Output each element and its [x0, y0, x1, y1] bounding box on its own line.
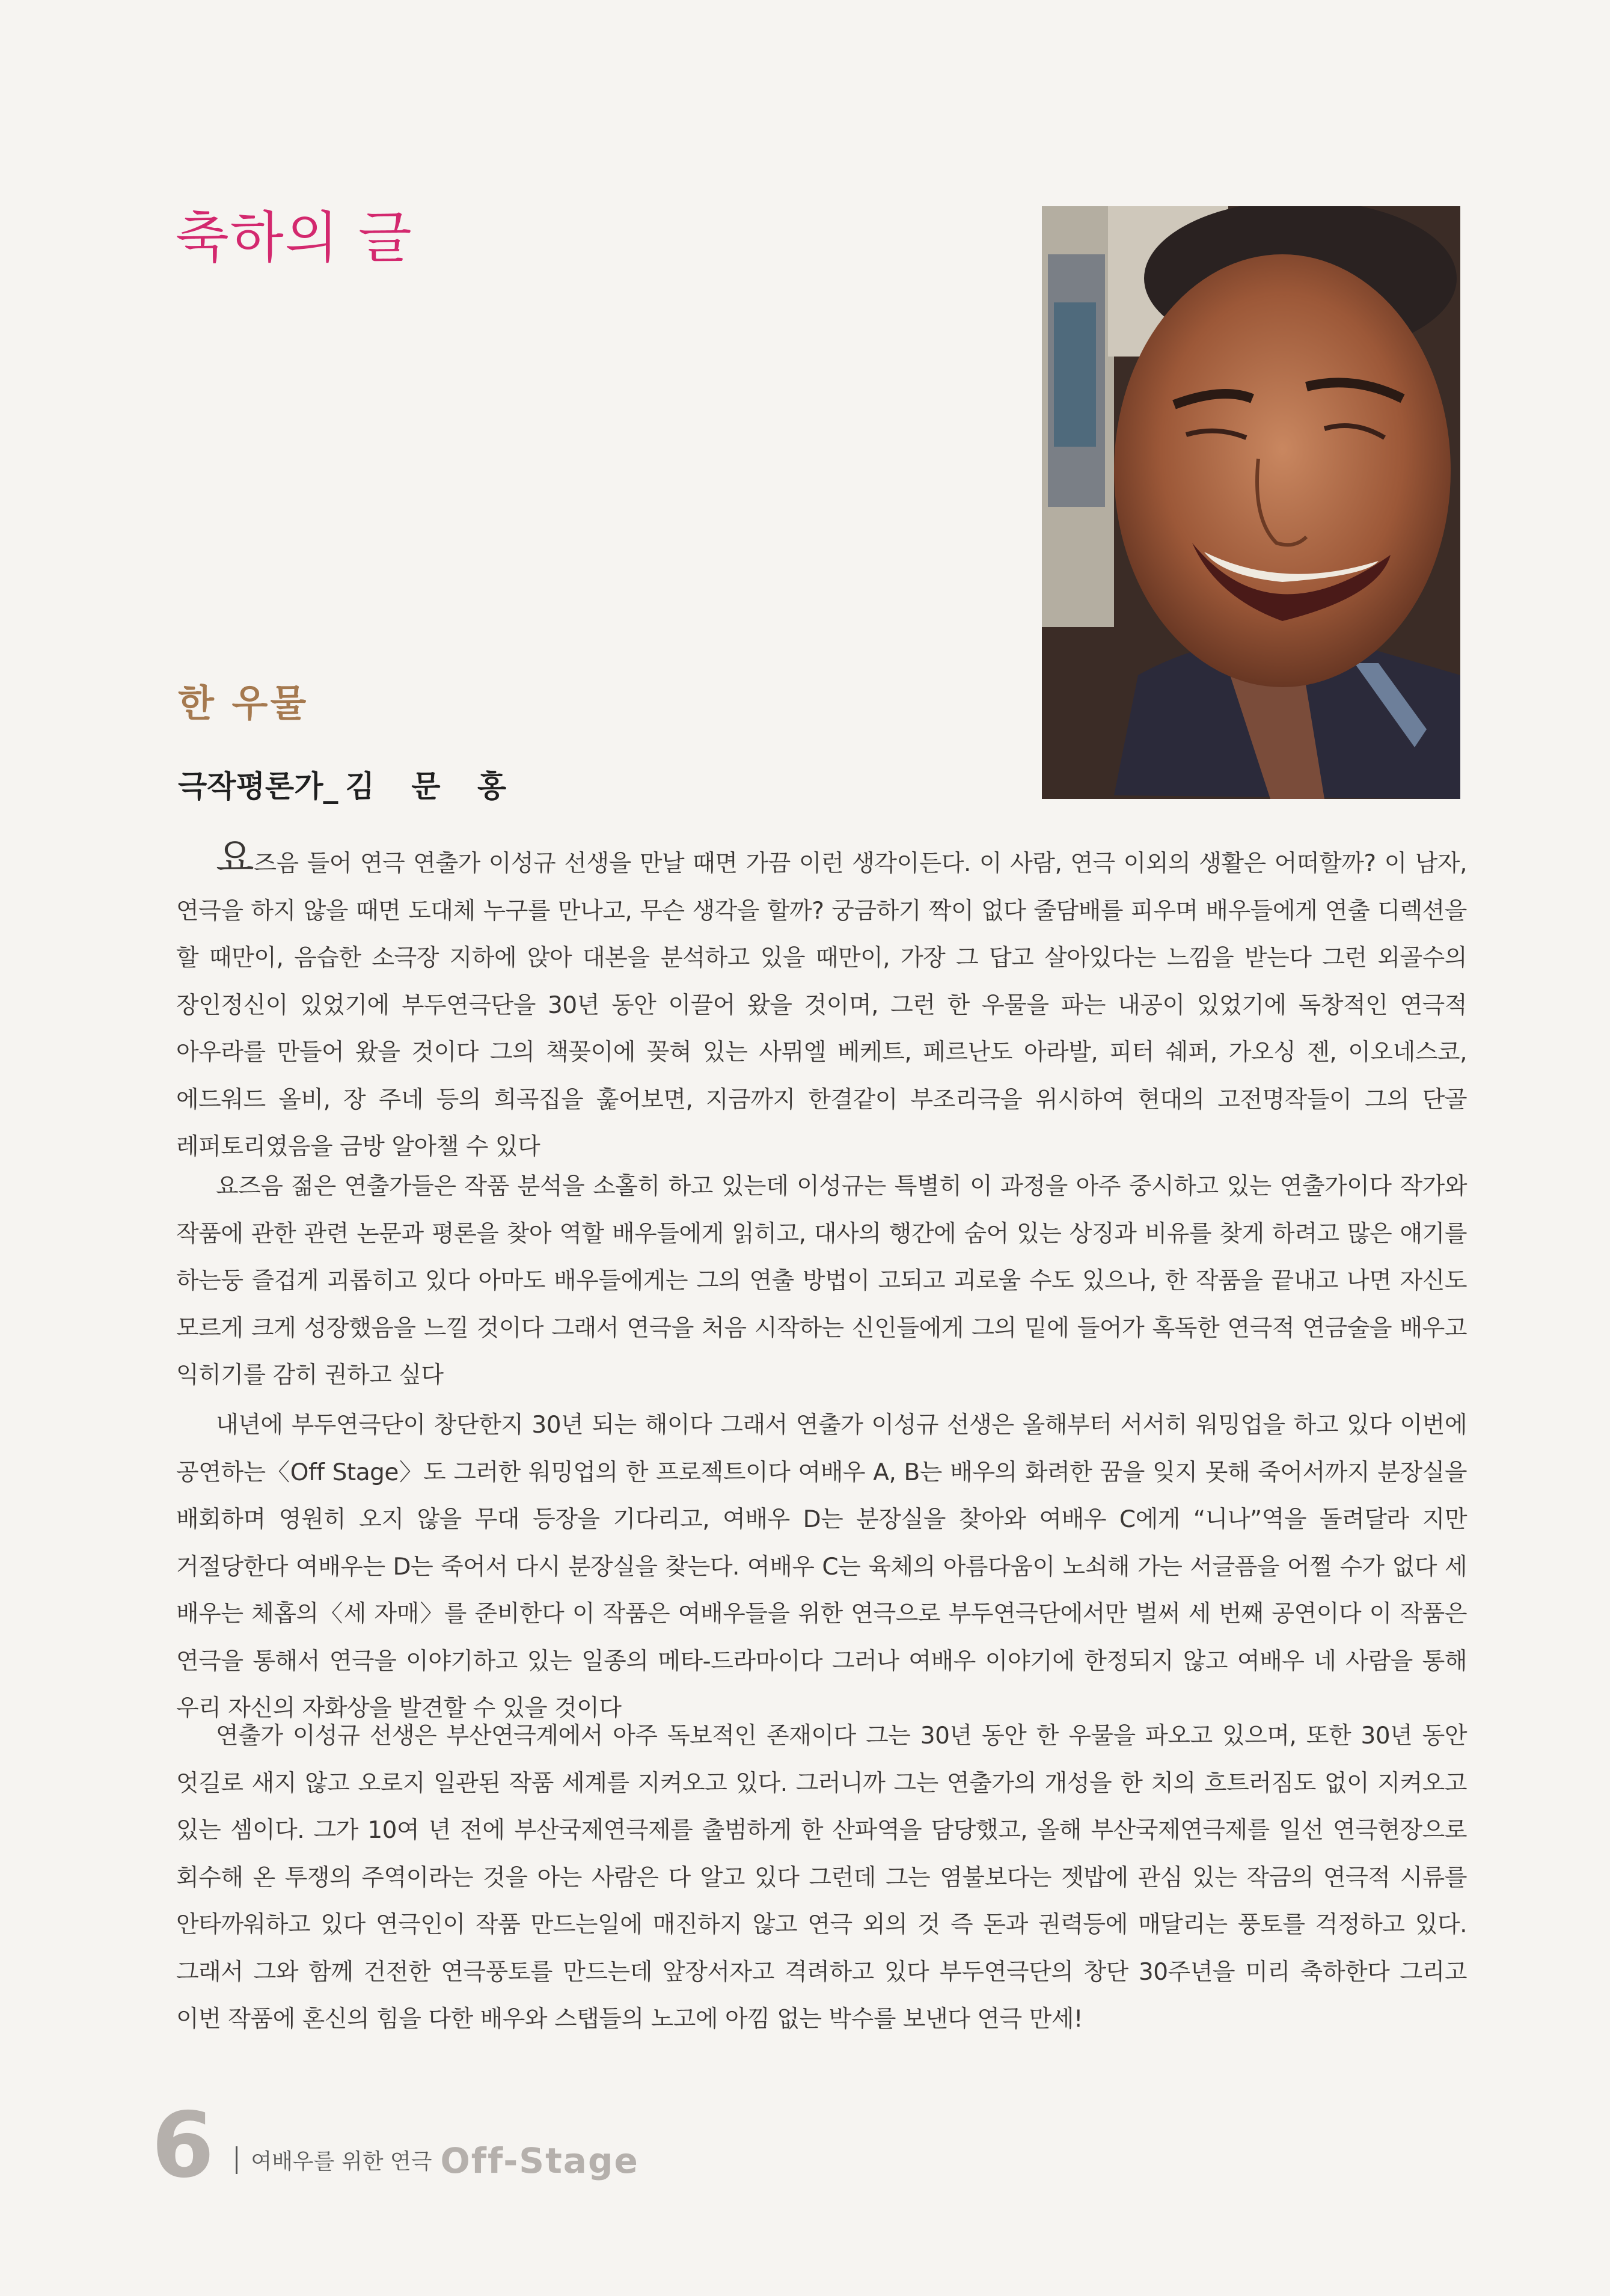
drop-cap: 요 — [216, 834, 254, 881]
footer-subtitle: 여배우를 위한 연극 — [251, 2149, 432, 2174]
page-number: 6 — [152, 2093, 215, 2198]
paragraph-2: 요즈음 젊은 연출가들은 작품 분석을 소홀히 하고 있는데 이성규는 특별히 이 과정을 아주 중시하고 있는 연출가이다 작가와 작품에 관한 관련 논문과 평론을 찾아 역할 배우들에게 읽히고, 대사의 행간에 숨어 있는 상징과 비유를 찾게 하려고 많은 얘기를 하는둥 즐겁게 괴롭히고 있다 아마도 배우들에게는 그의 연출 방법이 고되고 괴로울 수도 있으나, 한 작품을 끝내고 나면 자신도 모르게 크게 성장했음을 느낄 것이다 그래서 연극을 처음 시작하는 신인들에게 그의 밑에 들어가 혹독한 연극적 연금술을 배우고 익히기를 감히 권하고 싶다 — [176, 1173, 1467, 1389]
paragraph-4: 연출가 이성규 선생은 부산연극계에서 아주 독보적인 존재이다 그는 30년 동안 한 우물을 파오고 있으며, 또한 30년 동안 엇길로 새지 않고 오로지 일관된 작품 세계를 지켜오고 있다. 그러니까 그는 연출가의 개성을 한 치의 흐트러짐도 없이 지켜오고 있는 셈이다. 그가 10여 년 전에 부산국제연극제를 출범하게 한 산파역을 담당했고, 올해 부산국제연극제를 일선 연극현장으로 회수해 온 투쟁의 주역이라는 것을 아는 사람은 다 알고 있다 그런데 그는 염불보다는 젯밥에 관심 있는 작금의 연극적 시류를 안타까워하고 있다 연극인이 작품 만드는일에 매진하지 않고 연극 외의 것 즉 돈과 권력등에 매달리는 풍토를 걱정하고 있다. 그래서 그와 함께 건전한 연극풍토를 만드는데 앞장서자고 격려하고 있다 부두연극단의 창단 30주년을 미리 축하한다 그리고 이번 작품에 혼신의 힘을 다한 배우와 스탭들의 노고에 아낌 없는 박수를 보낸다 연극 만세! — [176, 1722, 1467, 2033]
footer-title: Off-Stage — [440, 2140, 639, 2181]
author-byline — [178, 762, 519, 806]
page-footer — [152, 2093, 639, 2198]
author-name: 김 문 홍 — [345, 769, 520, 804]
article-subtitle: 한 우물 — [178, 681, 309, 725]
author-role: 극작평론가_ — [178, 769, 338, 804]
page-title: 축하의 글 — [176, 206, 413, 270]
author-portrait-photo — [1042, 206, 1460, 799]
paragraph-3: 내년에 부두연극단이 창단한지 30년 되는 해이다 그래서 연출가 이성규 선생은 올해부터 서서히 워밍업을 하고 있다 이번에 공연하는〈Off Stage〉도 그러한 워밍업의 한 프로젝트이다 여배우 A, B는 배우의 화려한 꿈을 잊지 못해 죽어서까지 분장실을 배회하며 영원히 오지 않을 무대 등장을 기다리고, 여배우 D는 분장실을 찾아와 여배우 C에게 “니나”역을 돌려달라 지만 거절당한다 여배우는 D는 죽어서 다시 분장실을 찾는다. 여배우 C는 육체의 아름다움이 노쇠해 가는 서글픔을 어쩔 수가 없다 세 배우는 체홉의〈세 자매〉를 준비한다 이 작품은 여배우들을 위한 연극으로 부두연극단에서만 벌써 세 번째 공연이다 이 작품은 연극을 통해서 연극을 이야기하고 있는 일종의 메타-드라마이다 그러나 여배우 이야기에 한정되지 않고 여배우 네 사람을 통해 우리 자신의 자화상을 발견할 수 있을 것이다 — [176, 1412, 1468, 1722]
footer-divider — [236, 2146, 237, 2174]
paragraph-1: 요즈음 들어 연극 연출가 이성규 선생을 만날 때면 가끔 이런 생각이든다. 이 사람, 연극 이외의 생활은 어떠할까? 이 남자, 연극을 하지 않을 때면 도대체 누구를 만나고, 무슨 생각을 할까? 궁금하기 짝이 없다 줄담배를 피우며 배우들에게 연출 디렉션을 할 때만이, 음습한 소극장 지하에 앉아 대본을 분석하고 있을 때만이, 가장 그 답고 살아있다는 느낌을 받는다 그런 외골수의 장인정신이 있었기에 부두연극단을 30년 동안 이끌어 왔을 것이며, 그런 한 우물을 파는 내공이 있었기에 독창적인 연극적 아우라를 만들어 왔을 것이다 그의 책꽂이에 꽂혀 있는 사뮈엘 베케트, 페르난도 아라발, 피터 쉐퍼, 가오싱 젠, 이오네스코, 에드워드 올비, 장 주네 등의 희곡집을 훑어보면, 지금까지 한결같이 부조리극을 위시하여 현대의 고전명작들이 그의 단골 레퍼토리였음을 금방 알아챌 수 있다 — [176, 834, 1467, 1160]
